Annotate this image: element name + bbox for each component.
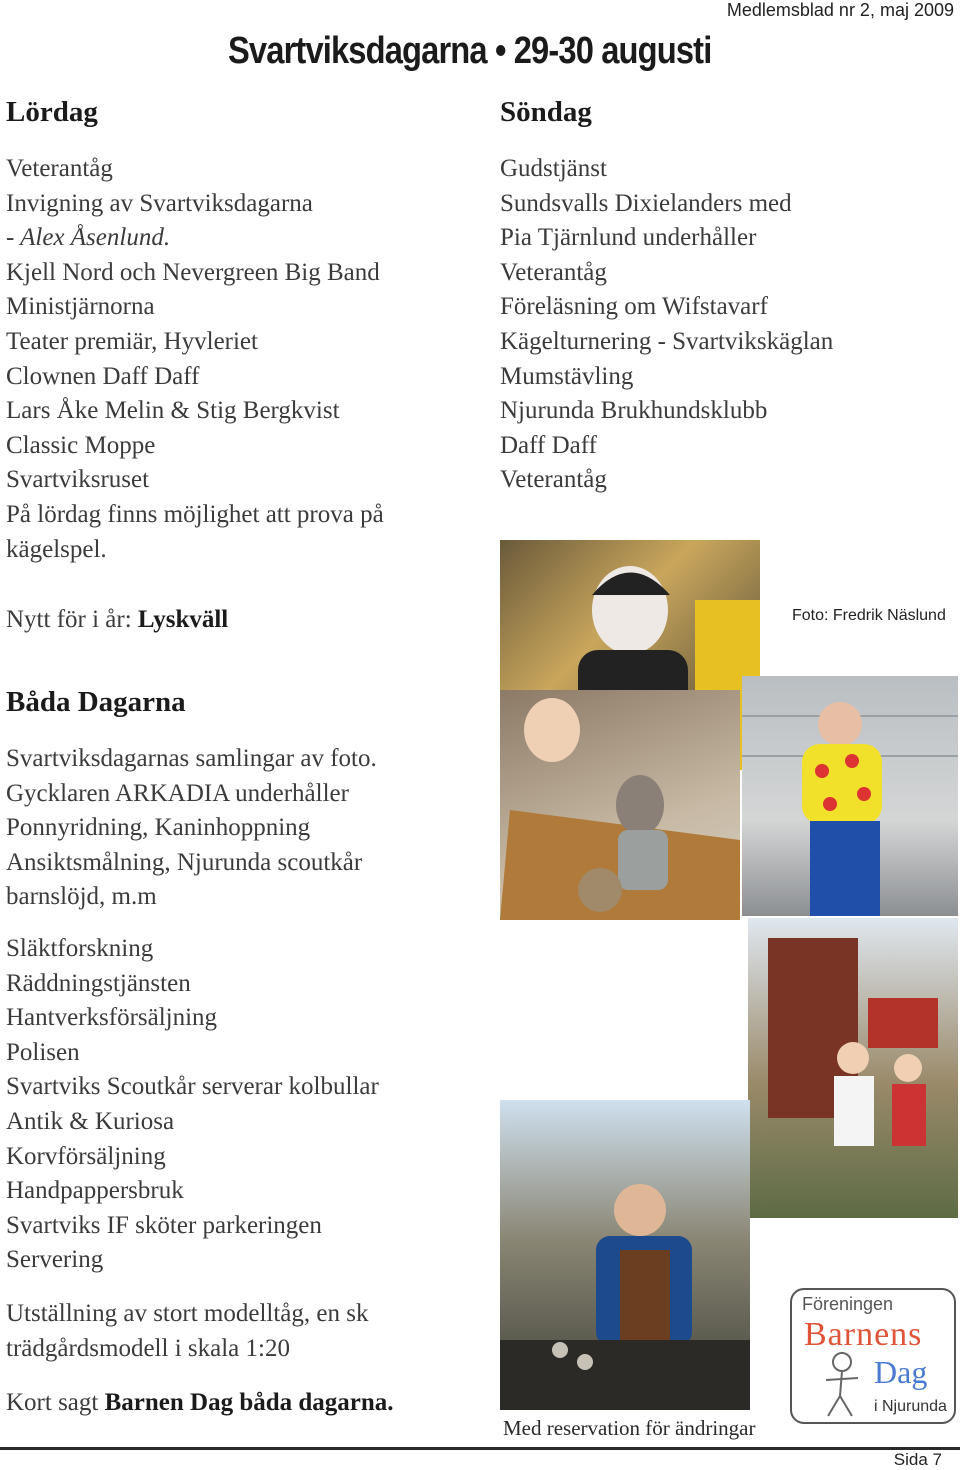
list-item: Veterantåg — [6, 155, 113, 182]
list-item: Ministjärnorna — [6, 293, 155, 321]
photo-clown — [742, 676, 958, 916]
barnens-dag-logo — [790, 1288, 956, 1424]
list-item: Hantverksförsäljning — [6, 1004, 218, 1032]
list-item: Utställning av stort modelltåg, en sk — [6, 1300, 369, 1327]
photo-child-ball-illustration — [500, 690, 740, 920]
logo-line-1: Föreningen — [802, 1294, 894, 1314]
list-item: Daff Daff — [500, 431, 597, 459]
summary-line — [6, 1386, 394, 1421]
photo-train-children — [748, 918, 958, 1218]
list-item: Räddningstjänsten — [6, 969, 191, 997]
exhibit-note — [6, 1297, 368, 1366]
list-item: Servering — [6, 1246, 104, 1274]
sunday-list — [500, 152, 833, 498]
list-item: Veterantåg — [500, 466, 607, 494]
summary-highlight: Barnen Dag båda dagarna. — [104, 1389, 394, 1416]
both-days-group-1 — [6, 742, 377, 915]
both-days-group-2 — [6, 932, 379, 1278]
list-item: Handpappersbruk — [6, 1177, 184, 1205]
list-item: Sundsvalls Dixielanders med — [500, 189, 792, 217]
photo-clown-illustration — [742, 676, 958, 916]
list-item: Classic Moppe — [6, 431, 156, 459]
list-item: Pia Tjärnlund underhåller — [500, 224, 757, 252]
page-title: Svartviksdagarna • 29-30 augusti — [228, 30, 712, 72]
summary-prefix: Kort sagt — [6, 1389, 105, 1416]
list-item: Polisen — [6, 1038, 80, 1066]
page-number: Sida 7 — [893, 1450, 942, 1469]
photo-credit: Foto: Fredrik Näslund — [792, 607, 946, 624]
logo-line-4: i Njurunda — [874, 1398, 947, 1415]
list-item: trädgårdsmodell i skala 1:20 — [6, 1334, 290, 1362]
list-item: Kägelturnering - Svartvikskäglan — [500, 327, 834, 355]
list-item: Svartviks Scoutkår serverar kolbullar — [6, 1073, 379, 1101]
list-item: Ponnyridning, Kaninhoppning — [6, 814, 311, 842]
list-item: Mumstävling — [500, 362, 634, 390]
list-item: - Alex Åsenlund. — [6, 224, 171, 252]
list-item: Clownen Daff Daff — [6, 362, 200, 390]
page-footer-rule — [0, 1447, 960, 1450]
photo-child-ball — [500, 690, 740, 920]
new-prefix: Nytt för i år: — [6, 606, 138, 633]
list-item: Svartviksruset — [6, 466, 150, 494]
stick-figure-icon — [816, 1350, 872, 1420]
list-item: Veterantåg — [500, 258, 607, 286]
new-this-year — [6, 603, 228, 638]
list-item: Ansiktsmålning, Njurunda scoutkår — [6, 848, 363, 876]
list-item: barnslöjd, m.m — [6, 883, 157, 911]
list-item: Njurunda Brukhundsklubb — [500, 397, 768, 425]
photo-train-children-illustration — [748, 918, 958, 1218]
logo-line-2: Barnens — [804, 1316, 923, 1353]
list-item: Släktforskning — [6, 935, 154, 962]
list-item: Kjell Nord och Nevergreen Big Band — [6, 258, 380, 286]
list-item: Föreläsning om Wifstavarf — [500, 293, 768, 321]
list-item: Svartviks IF sköter parkeringen — [6, 1211, 322, 1239]
issue-label: Medlemsblad nr 2, maj 2009 — [726, 0, 954, 20]
list-item: Teater premiär, Hyvleriet — [6, 327, 258, 355]
list-item: Svartviksdagarnas samlingar av foto. — [6, 745, 377, 772]
list-item: Invigning av Svartviksdagarna — [6, 189, 313, 217]
saturday-heading: Lördag — [6, 96, 98, 128]
saturday-list — [6, 152, 446, 567]
both-days-heading: Båda Dagarna — [6, 686, 186, 718]
photo-blacksmith-illustration — [500, 1100, 750, 1410]
list-item: Gycklaren ARKADIA underhåller — [6, 779, 349, 807]
list-item: På lördag finns möjlighet att prova på kägelspel. — [6, 500, 384, 563]
new-highlight: Lyskväll — [137, 606, 229, 633]
list-item: Antik & Kuriosa — [6, 1107, 175, 1135]
list-item: Korvförsäljning — [6, 1142, 166, 1170]
reservation-note: Med reservation för ändringar — [503, 1416, 756, 1440]
logo-line-3: Dag — [874, 1354, 928, 1390]
list-item: Lars Åke Melin & Stig Bergkvist — [6, 397, 340, 425]
sunday-heading: Söndag — [500, 96, 592, 128]
list-item: Gudstjänst — [500, 155, 607, 182]
photo-blacksmith — [500, 1100, 750, 1410]
